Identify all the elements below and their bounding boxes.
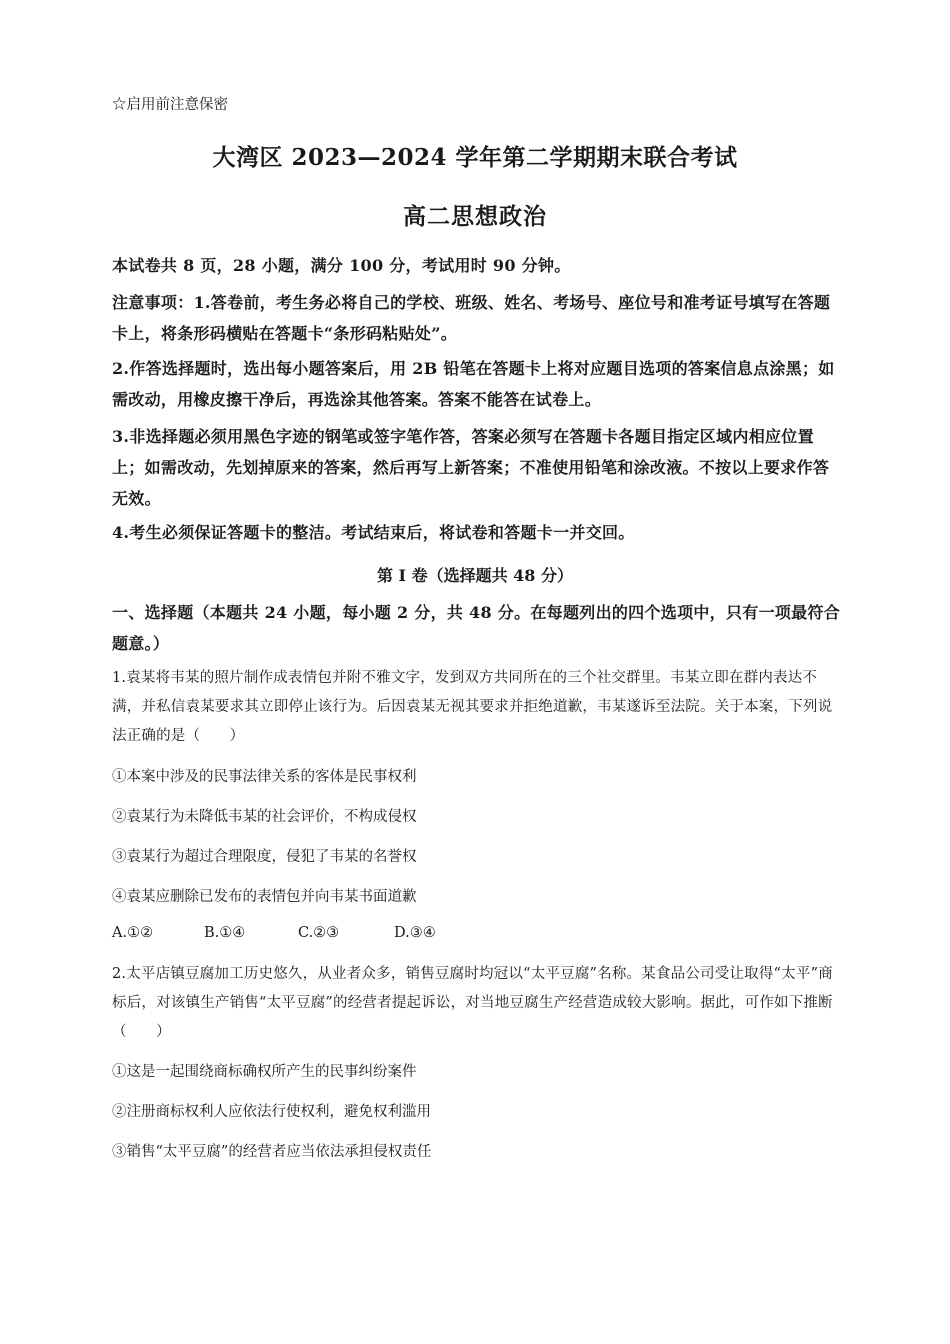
- part-heading: 一、选择题（本题共 24 小题，每小题 2 分，共 48 分。在每题列出的四个选项中，只有一项最符合题意。）: [112, 603, 841, 653]
- question-1-item-1: ①本案中涉及的民事法律关系的客体是民事权利: [112, 769, 417, 785]
- volume-heading: 第 I 卷（选择题共 48 分）: [376, 566, 574, 585]
- exam-title: 大湾区 2023—2024 学年第二学期期末联合考试: [212, 144, 738, 171]
- question-2-stem: 2.太平店镇豆腐加工历史悠久，从业者众多，销售豆腐时均冠以“太平豆腐”名称。某食品公司受让取得“太平”商标后，对该镇生产销售“太平豆腐”的经营者提起诉讼，对当地豆腐生产经营造成较大影响。据此，可作如下推断（ ）: [112, 966, 833, 1040]
- choice-d: D.③④: [394, 925, 436, 941]
- instruction-note-2: 2.作答选择题时，选出每小题答案后，用 2B 铅笔在答题卡上将对应题目选项的答案信息点涂黑；如需改动，用橡皮擦干净后，再选涂其他答案。答案不能答在试卷上。: [112, 359, 835, 409]
- question-1-item-2: ②袁某行为未降低韦某的社会评价，不构成侵权: [112, 809, 417, 825]
- subject-title: 高二思想政治: [403, 203, 547, 230]
- exam-summary: 本试卷共 8 页，28 小题，满分 100 分，考试用时 90 分钟。: [112, 256, 571, 275]
- choice-a: A.①②: [112, 925, 154, 941]
- question-1-item-4: ④袁某应删除已发布的表情包并向韦某书面道歉: [112, 889, 417, 905]
- question-1-stem: 1.袁某将韦某的照片制作成表情包并附不雅文字，发到双方共同所在的三个社交群里。韦某立即在群内表达不满，并私信袁某要求其立即停止该行为。后因袁某无视其要求并拒绝道歉，韦某遂诉至法院。关于本案，下列说法正确的是（ ）: [112, 670, 833, 744]
- instruction-note-3: 3.非选择题必须用黑色字迹的钢笔或签字笔作答，答案必须写在答题卡各题目指定区域内相应位置上；如需改动，先划掉原来的答案，然后再写上新答案；不准使用铅笔和涂改液。不按以上要求作答无效。: [112, 427, 830, 508]
- choice-b: B.①④: [204, 925, 246, 941]
- question-1-choices: [112, 925, 436, 941]
- confidential-notice: ☆启用前注意保密: [112, 97, 228, 113]
- question-2-item-1: ①这是一起围绕商标确权所产生的民事纠纷案件: [112, 1064, 417, 1080]
- instruction-note-4: 4.考生必须保证答题卡的整洁。考试结束后，将试卷和答题卡一并交回。: [112, 523, 635, 542]
- choice-c: C.②③: [298, 925, 340, 941]
- instruction-note-1: 注意事项：1.答卷前，考生务必将自己的学校、班级、姓名、考场号、座位号和准考证号填写在答题卡上，将条形码横贴在答题卡“条形码粘贴处”。: [112, 293, 831, 343]
- question-1-item-3: ③袁某行为超过合理限度，侵犯了韦某的名誉权: [112, 849, 417, 865]
- question-2-item-3: ③销售“太平豆腐”的经营者应当依法承担侵权责任: [112, 1144, 432, 1160]
- question-2-item-2: ②注册商标权利人应依法行使权利，避免权利滥用: [112, 1104, 431, 1120]
